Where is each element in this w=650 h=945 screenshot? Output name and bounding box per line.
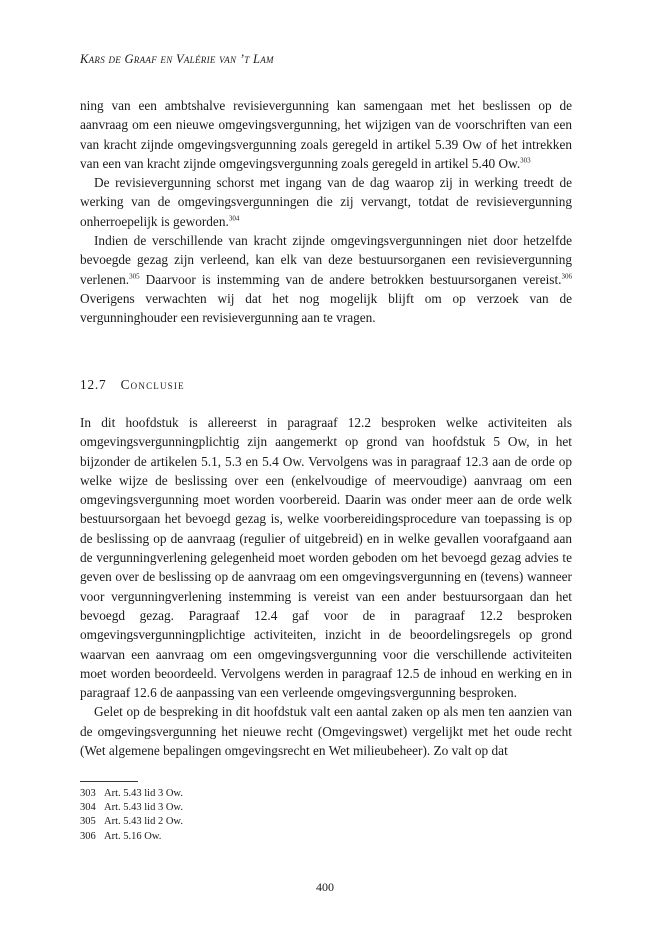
paragraph-text: ning van een ambtshalve revisievergunning kan samengaan met het beslissen op de aanvraag om een nieuwe omgevingsvergunning, het wijzigen van de voorschriften van een van kracht zijnde omgevingsvergunning zoals geregeld in artikel 5.39 Ow of het intrekken van een van kracht zijnde omgevingsvergunning zoals geregeld in artikel 5.40 Ow.: [80, 98, 572, 171]
paragraph: Gelet op de bespreking in dit hoofdstuk valt een aantal zaken op als men ten aanzien van de omgevingsvergunning het nieuwe recht (Omgevingswet) vergelijkt met het oude recht (Wet algemene bepalingen omgevingsrecht en Wet milieubeheer). Zo valt op dat: [80, 704, 572, 759]
paragraph-text: De revisievergunning schorst met ingang van de dag waarop zij in werking treedt de werking van de omgevingsvergunningen die zij vervangt, totdat de revisievergunning onherroepelijk is geworden.: [80, 175, 572, 229]
paragraph: [80, 96, 572, 173]
body-text-conclusion: [80, 413, 572, 760]
footnote-text: Art. 5.16 Ow.: [104, 830, 162, 842]
footnote: [80, 830, 183, 844]
section-number: 12.7: [80, 377, 107, 392]
body-text-top: [80, 96, 572, 328]
paragraph: [80, 173, 572, 231]
footnote-text: Art. 5.43 lid 3 Ow.: [104, 788, 183, 799]
footnote: [80, 801, 183, 815]
footnote-divider: [80, 781, 138, 782]
section-heading: [80, 377, 185, 393]
footnote-text: Art. 5.43 lid 3 Ow.: [104, 802, 183, 814]
paragraph: [80, 231, 572, 327]
footnote-number: 306: [80, 830, 96, 842]
footnote-ref[interactable]: 304: [228, 214, 240, 223]
running-header: Kars de Graaf en Valérie van ’t Lam: [80, 52, 274, 66]
footnote-ref[interactable]: 303: [520, 156, 531, 165]
footnote-number: 304: [80, 802, 96, 814]
paragraph-text: Daarvoor is instemming van de andere betrokken bestuursorganen vereist.: [139, 271, 562, 287]
footnote: [80, 815, 183, 829]
section-title: Conclusie: [120, 377, 185, 392]
footnote-ref[interactable]: 306: [561, 272, 572, 281]
footnote-ref[interactable]: 305: [129, 272, 140, 281]
paragraph-text: Indien de verschillende van kracht zijnde omgevingsvergunningen niet door hetzelfde bevoegde gezag zijn verleend, kan elk van deze bestuursorganen een revisievergunning verlenen.: [80, 233, 572, 287]
footnote: [80, 787, 183, 801]
footnote-number: 303: [80, 788, 96, 799]
page-number: 400: [316, 880, 334, 894]
paragraph-text: Overigens verwachten wij dat het nog mogelijk blijft om op verzoek van de vergunninghouder een revisievergunning aan te vragen.: [80, 290, 572, 326]
footnote-number: 305: [80, 816, 96, 828]
footnotes: [80, 787, 183, 844]
footnote-text: Art. 5.43 lid 2 Ow.: [104, 816, 183, 828]
paragraph: In dit hoofdstuk is allereerst in paragraaf 12.2 besproken welke activiteiten als omgevingsvergunningplichtig zijn aangemerkt op grond van hoofdstuk 5 Ow, in het bijzonder de artikelen 5.1, 5.3 en 5.4 Ow. Vervolgens was in paragraaf 12.3 aan de orde op welke wijze de beslissing over een (enkelvoudige of meervoudige) aanvraag om een omgevingsvergunning moet worden voorbereid. Daarin was onder meer aan de orde welk bestuursorgaan het bevoegd gezag is, welke voorbereidingsprocedure van toepassing is op de beslissing op de aanvraag (regulier of uitgebreid) en in welke gevallen voorafgaand aan de vergunningverlening gelegenheid moet worden geboden om het bevoegd gezag advies te geven over de beslissing op de aanvraag om een omgevingsvergunning en (tevens) wanneer voor vergunningverlening instemming is vereist van een ander bestuursorgaan dan het bevoegd gezag. Paragraaf 12.4 gaf voor de in paragraaf 12.2 besproken omgevingsvergunningplichtige activiteiten, inzicht in de beoordelingsregels op grond waarvan een aanvraag om een omgevingsvergunning voor die verschillende activiteiten moet worden beoordeeld. Vervolgens werden in paragraaf 12.5 de inhoud en werking en in paragraaf 12.6 de aanpassing van een verleende omgevingsvergunning besproken.: [80, 415, 572, 701]
